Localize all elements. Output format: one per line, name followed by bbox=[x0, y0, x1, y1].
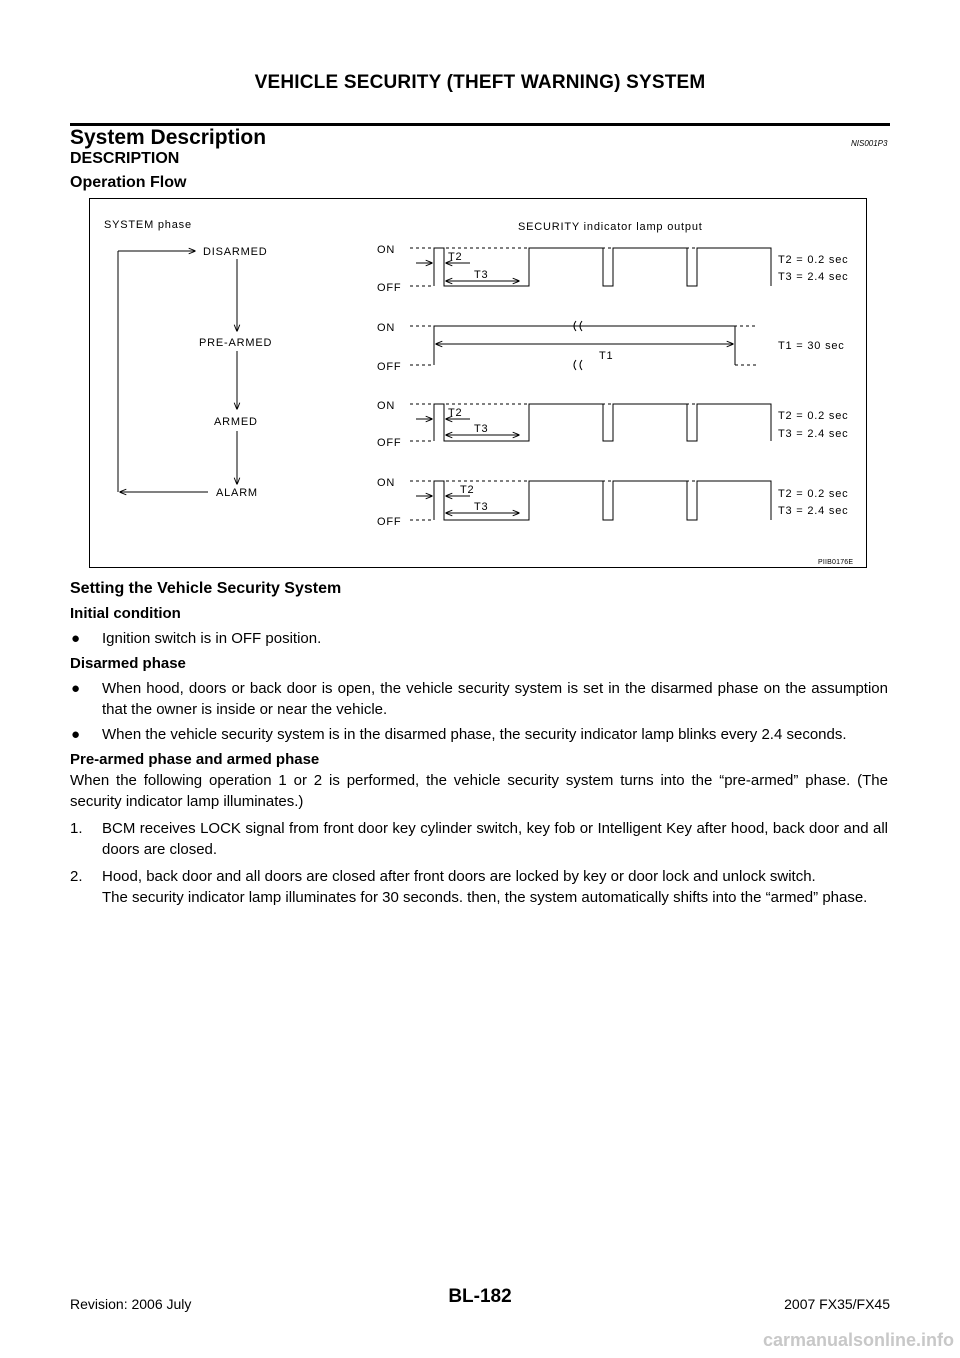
timing-diagram bbox=[90, 199, 868, 569]
subheading-description: DESCRIPTION bbox=[70, 150, 180, 167]
row4-off-label: OFF bbox=[377, 516, 402, 528]
footer-revision: Revision: 2006 July bbox=[70, 1296, 192, 1312]
phase-flow bbox=[118, 251, 237, 492]
phase-alarm: ALARM bbox=[216, 487, 258, 499]
row1-t3-label: T3 bbox=[474, 269, 489, 281]
system-phase-title: SYSTEM phase bbox=[104, 219, 192, 231]
row1-note-t2: T2 = 0.2 sec bbox=[778, 254, 849, 266]
row4-on-label: ON bbox=[377, 477, 396, 489]
step-number: 2. bbox=[70, 868, 83, 885]
setting-section bbox=[70, 578, 888, 914]
row4-t2-label: T2 bbox=[460, 484, 475, 496]
step-extra-text: The security indicator lamp illuminates for 30 seconds. then, the system automatically shifts into the “armed” phase. bbox=[102, 889, 868, 906]
row1-off-label: OFF bbox=[377, 282, 402, 294]
row1-waveform bbox=[410, 248, 771, 286]
row3-note-t3: T3 = 2.4 sec bbox=[778, 428, 849, 440]
initial-condition-title: Initial condition bbox=[70, 605, 181, 622]
footer-page-number: BL-182 bbox=[448, 1286, 512, 1307]
phase-pre-armed: PRE-ARMED bbox=[199, 337, 273, 349]
row2-t1-label: T1 bbox=[599, 350, 614, 362]
step-text: Hood, back door and all doors are closed after front doors are locked by key or door lock and unlock switch. bbox=[102, 868, 816, 885]
section-code: NIS001P3 bbox=[851, 139, 888, 148]
step-text: BCM receives LOCK signal from front door key cylinder switch, key fob or Intelligent Key after hood, back door and all doors are closed. bbox=[102, 820, 888, 858]
list-item bbox=[70, 678, 888, 720]
page-header-title: VEHICLE SECURITY (THEFT WARNING) SYSTEM bbox=[254, 72, 706, 93]
row1-t2-label: T2 bbox=[448, 251, 463, 263]
list-item bbox=[70, 628, 888, 649]
phase-disarmed: DISARMED bbox=[203, 246, 268, 258]
bullet-text: Ignition switch is in OFF position. bbox=[102, 630, 322, 647]
bullet-icon: ● bbox=[71, 726, 81, 743]
section-title: System Description bbox=[70, 126, 267, 149]
list-item bbox=[70, 818, 888, 860]
footer-model: 2007 FX35/FX45 bbox=[784, 1296, 890, 1312]
row1-markers bbox=[416, 263, 519, 281]
row2-off-label: OFF bbox=[377, 361, 402, 373]
bullet-icon: ● bbox=[71, 630, 81, 647]
row4-markers bbox=[416, 496, 519, 513]
figure-code: PIIB0176E bbox=[818, 559, 854, 566]
bullet-text: When the vehicle security system is in the disarmed phase, the security indicator lamp blinks every 2.4 seconds. bbox=[102, 726, 847, 743]
row4-t3-label: T3 bbox=[474, 501, 489, 513]
step-number: 1. bbox=[70, 820, 83, 837]
prearmed-intro: When the following operation 1 or 2 is performed, the vehicle security system turns into the “pre-armed” phase. (The security indicator lamp illuminates.) bbox=[70, 772, 888, 810]
setting-title: Setting the Vehicle Security System bbox=[70, 580, 342, 597]
row3-note-t2: T2 = 0.2 sec bbox=[778, 410, 849, 422]
operation-flow-figure bbox=[89, 198, 867, 568]
bullet-icon: ● bbox=[71, 680, 81, 697]
output-title: SECURITY indicator lamp output bbox=[518, 221, 703, 233]
row1-on-label: ON bbox=[377, 244, 396, 256]
list-item bbox=[70, 866, 888, 908]
row2-on-label: ON bbox=[377, 322, 396, 334]
phase-armed: ARMED bbox=[214, 416, 258, 428]
row2-waveform bbox=[410, 321, 757, 370]
prearmed-phase-title: Pre-armed phase and armed phase bbox=[70, 751, 320, 768]
row3-t3-label: T3 bbox=[474, 423, 489, 435]
row3-off-label: OFF bbox=[377, 437, 402, 449]
row4-note-t3: T3 = 2.4 sec bbox=[778, 505, 849, 517]
row1-note-t3: T3 = 2.4 sec bbox=[778, 271, 849, 283]
row2-note-t1: T1 = 30 sec bbox=[778, 340, 845, 352]
row3-t2-label: T2 bbox=[448, 407, 463, 419]
watermark: carmanualsonline.info bbox=[762, 1330, 954, 1350]
subheading-operation-flow: Operation Flow bbox=[70, 174, 187, 191]
row4-note-t2: T2 = 0.2 sec bbox=[778, 488, 849, 500]
row3-markers bbox=[416, 419, 519, 435]
list-item bbox=[70, 724, 888, 745]
disarmed-phase-title: Disarmed phase bbox=[70, 655, 186, 672]
bullet-text: When hood, doors or back door is open, the vehicle security system is set in the disarmed phase on the assumption that the owner is inside or near the vehicle. bbox=[102, 680, 888, 718]
row3-on-label: ON bbox=[377, 400, 396, 412]
